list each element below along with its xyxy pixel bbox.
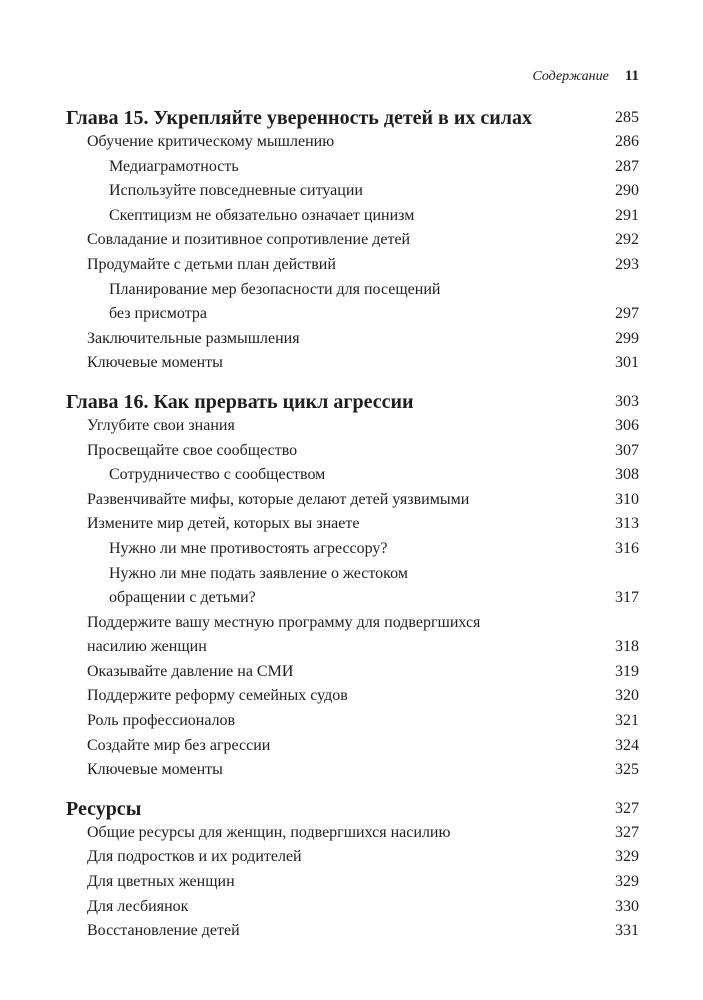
toc-entry-title: Оказывайте давление на СМИ — [87, 662, 294, 680]
toc-entry-page-number: 306 — [615, 416, 639, 434]
toc-chapter — [66, 797, 639, 944]
toc-entry-page-number: 299 — [615, 329, 639, 347]
toc-entry[interactable] — [66, 488, 639, 513]
table-of-contents — [66, 106, 639, 958]
toc-entry-page-number: 317 — [615, 589, 639, 607]
toc-entry-title: Скептицизм не обязательно означает цинизм — [109, 206, 415, 224]
toc-entry-page-number: 329 — [615, 848, 639, 866]
toc-entry[interactable] — [66, 351, 639, 376]
toc-entry-title: Общие ресурсы для женщин, подвергшихся насилию — [87, 823, 451, 841]
toc-entry[interactable] — [66, 463, 639, 488]
toc-entry-title: Измените мир детей, которых вы знаете — [87, 515, 360, 533]
toc-entry[interactable] — [66, 919, 639, 944]
toc-entry-title: Роль профессионалов — [87, 712, 236, 730]
toc-entry-title: Продумайте с детьми план действий — [87, 255, 336, 273]
toc-entry[interactable] — [66, 821, 639, 846]
toc-entry-page-number: 297 — [615, 305, 639, 323]
toc-entry[interactable] — [66, 155, 639, 180]
toc-entry[interactable] — [66, 537, 639, 562]
running-header — [532, 68, 639, 85]
toc-entry-title: Поддержите вашу местную программу для подвергшихся насилию женщин — [87, 613, 481, 656]
toc-entry[interactable] — [66, 611, 639, 660]
toc-entry[interactable] — [66, 660, 639, 685]
toc-entry[interactable] — [66, 228, 639, 253]
toc-entry-page-number: 324 — [615, 736, 639, 754]
toc-entry-page-number: 293 — [615, 255, 639, 273]
toc-entry-page-number: 327 — [615, 823, 639, 841]
toc-entry-page-number: 310 — [615, 490, 639, 508]
toc-entry-title: Для лесбиянок — [87, 897, 189, 915]
toc-entry[interactable] — [66, 512, 639, 537]
toc-entry-title: Сотрудничество с сообществом — [109, 466, 326, 484]
toc-entry-page-number: 291 — [615, 206, 639, 224]
chapter-title: Глава 15. Укрепляйте уверенность детей в их силах — [66, 107, 533, 129]
toc-entry[interactable] — [66, 684, 639, 709]
toc-entry-page-number: 331 — [615, 922, 639, 940]
toc-entry-title: Поддержите реформу семейных судов — [87, 687, 348, 705]
chapter-page-number: 285 — [615, 109, 639, 126]
toc-entry[interactable] — [66, 845, 639, 870]
chapter-heading[interactable] — [66, 390, 639, 414]
toc-entry[interactable] — [66, 204, 639, 229]
toc-entry-title: Ключевые моменты — [87, 354, 223, 372]
toc-entry-page-number: 318 — [615, 638, 639, 656]
toc-entry-title: Восстановление детей — [87, 922, 240, 940]
toc-entry[interactable] — [66, 758, 639, 783]
toc-entry[interactable] — [66, 439, 639, 464]
toc-entry-page-number: 321 — [615, 712, 639, 730]
toc-entry[interactable] — [66, 709, 639, 734]
toc-entry-page-number: 330 — [615, 897, 639, 915]
chapter-heading[interactable] — [66, 106, 639, 130]
toc-chapter — [66, 106, 639, 376]
chapter-title: Глава 16. Как прервать цикл агрессии — [66, 390, 414, 413]
toc-entry[interactable] — [66, 414, 639, 439]
toc-entry-title: Для подростков и их родителей — [87, 848, 302, 866]
toc-entry-page-number: 308 — [615, 466, 639, 484]
toc-entry-page-number: 320 — [615, 687, 639, 705]
toc-entry[interactable] — [66, 253, 639, 278]
toc-entry-page-number: 319 — [615, 662, 639, 680]
toc-entry[interactable] — [66, 130, 639, 155]
chapter-page-number: 327 — [615, 799, 639, 817]
toc-entry-title: Нужно ли мне подать заявление о жестоком обращении с детьми? — [109, 564, 408, 607]
toc-entry[interactable] — [66, 562, 639, 611]
toc-entry-page-number: 316 — [615, 539, 639, 557]
toc-entry-page-number: 313 — [615, 515, 639, 533]
toc-entry-title: Создайте мир без агрессии — [87, 736, 271, 754]
toc-entry-title: Для цветных женщин — [87, 873, 235, 891]
chapter-page-number: 303 — [615, 392, 639, 410]
toc-entry-title: Ключевые моменты — [87, 761, 223, 779]
toc-entry[interactable] — [66, 278, 639, 327]
running-header-section: Содержание — [532, 69, 609, 84]
toc-entry-page-number: 287 — [615, 157, 639, 175]
toc-entry-title: Медиаграмотность — [109, 157, 239, 175]
toc-entry-page-number: 292 — [615, 231, 639, 249]
toc-entry[interactable] — [66, 870, 639, 895]
toc-entry-page-number: 290 — [615, 182, 639, 200]
toc-entry-title: Планирование мер безопасности для посещений без присмотра — [109, 280, 441, 323]
toc-entry-title: Заключительные размышления — [87, 329, 300, 347]
toc-entry-title: Просвещайте свое сообщество — [87, 441, 298, 459]
toc-entry[interactable] — [66, 179, 639, 204]
toc-chapter — [66, 390, 639, 783]
toc-entry-page-number: 325 — [615, 761, 639, 779]
toc-entry-title: Обучение критическому мышлению — [87, 133, 335, 150]
toc-entry-page-number: 329 — [615, 873, 639, 891]
chapter-title: Ресурсы — [66, 797, 142, 820]
toc-entry[interactable] — [66, 895, 639, 920]
toc-entry-title: Углубите свои знания — [87, 416, 235, 434]
toc-entry[interactable] — [66, 734, 639, 759]
toc-entry-page-number: 301 — [615, 354, 639, 372]
toc-entry-title: Используйте повседневные ситуации — [109, 182, 363, 200]
toc-entry[interactable] — [66, 327, 639, 352]
toc-entry-title: Развенчивайте мифы, которые делают детей уязвимыми — [87, 490, 470, 508]
page-number: 11 — [624, 68, 639, 84]
toc-entry-title: Совладание и позитивное сопротивление детей — [87, 231, 411, 249]
toc-entry-page-number: 307 — [615, 441, 639, 459]
toc-entry-page-number: 286 — [615, 133, 639, 150]
toc-entry-title: Нужно ли мне противостоять агрессору? — [109, 539, 388, 557]
chapter-heading[interactable] — [66, 797, 639, 821]
